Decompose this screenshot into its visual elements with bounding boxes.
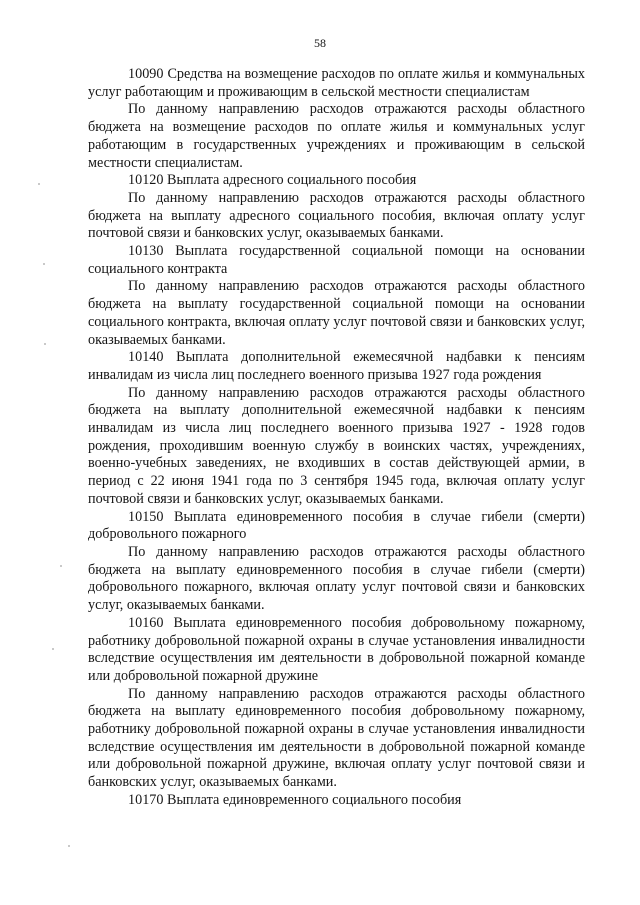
section-description-10090: По данному направлению расходов отражаются расходы областного бюджета на возмещение расходов по оплате жилья и коммунальных услуг работающим в государственных учреждениях и проживающим в сельской местности специалистам. (88, 101, 585, 171)
page-number: 58 (314, 36, 326, 50)
scan-speck (68, 845, 70, 847)
section-description-10120: По данному направлению расходов отражаются расходы областного бюджета на выплату адресного социального пособия, включая оплату услуг почтовой связи и банковских услуг, оказываемых банками. (88, 189, 585, 242)
section-heading-10170: 10170 Выплата единовременного социального пособия (128, 791, 462, 808)
section-description-10130: По данному направлению расходов отражаются расходы областного бюджета на выплату государственной социальной помощи на основании социального контракта, включая оплату услуг почтовой связи и банковских услуг, оказываемых банками. (88, 278, 585, 348)
scan-speck (44, 343, 46, 345)
section-heading-10090: 10090 Средства на возмещение расходов по оплате жилья и коммунальных услуг работающим и проживающим в сельской местности специалистам (88, 66, 585, 100)
section-heading-10120: 10120 Выплата адресного социального пособия (128, 172, 417, 189)
section-heading-10150: 10150 Выплата единовременного пособия в случае гибели (смерти) добровольного пожарного (88, 508, 585, 543)
section-heading-10140: 10140 Выплата дополнительной ежемесячной надбавки к пенсиям инвалидам из числа лиц последнего военного призыва 1927 года рождения (88, 349, 585, 383)
scan-speck (60, 565, 62, 567)
scan-speck (52, 648, 54, 650)
section-description-10140: По данному направлению расходов отражаются расходы областного бюджета на выплату дополнительной ежемесячной надбавки к пенсиям инвалидам из числа лиц последнего военного призыва 1927 - 1928 годов рождения, проходившим военную службу в воинских частях, учреждениях, военно-учебных заведениях, не входивших в состав действующей армии, в период с 22 июня 1941 года по 3 сентября 1945 года, включая оплату услуг почтовой связи и банковских услуг, оказываемых банками. (88, 384, 585, 507)
section-description-10150: По данному направлению расходов отражаются расходы областного бюджета на выплату единовременного пособия в случае гибели (смерти) добровольного пожарного, включая оплату услуг почтовой связи и банковских услуг, оказываемых банками. (88, 543, 585, 614)
scan-speck (38, 183, 40, 185)
section-heading-10160: 10160 Выплата единовременного пособия добровольному пожарному, работнику добровольной пожарной охраны в случае установления инвалидности вследствие осуществления им деятельности в добровольной пожарной команде или добровольной пожарной дружине (88, 614, 585, 684)
section-description-10160: По данному направлению расходов отражаются расходы областного бюджета на выплату единовременного пособия добровольному пожарному, работнику добровольной пожарной охраны в случае установления инвалидности вследствие осуществления им деятельности в добровольной пожарной команде или добровольной пожарной дружине, включая оплату услуг почтовой связи и банковских услуг, оказываемых банками. (88, 685, 585, 791)
document-body (88, 66, 585, 810)
scan-speck (43, 263, 45, 265)
section-heading-10130: 10130 Выплата государственной социальной помощи на основании социального контракта (88, 243, 585, 277)
